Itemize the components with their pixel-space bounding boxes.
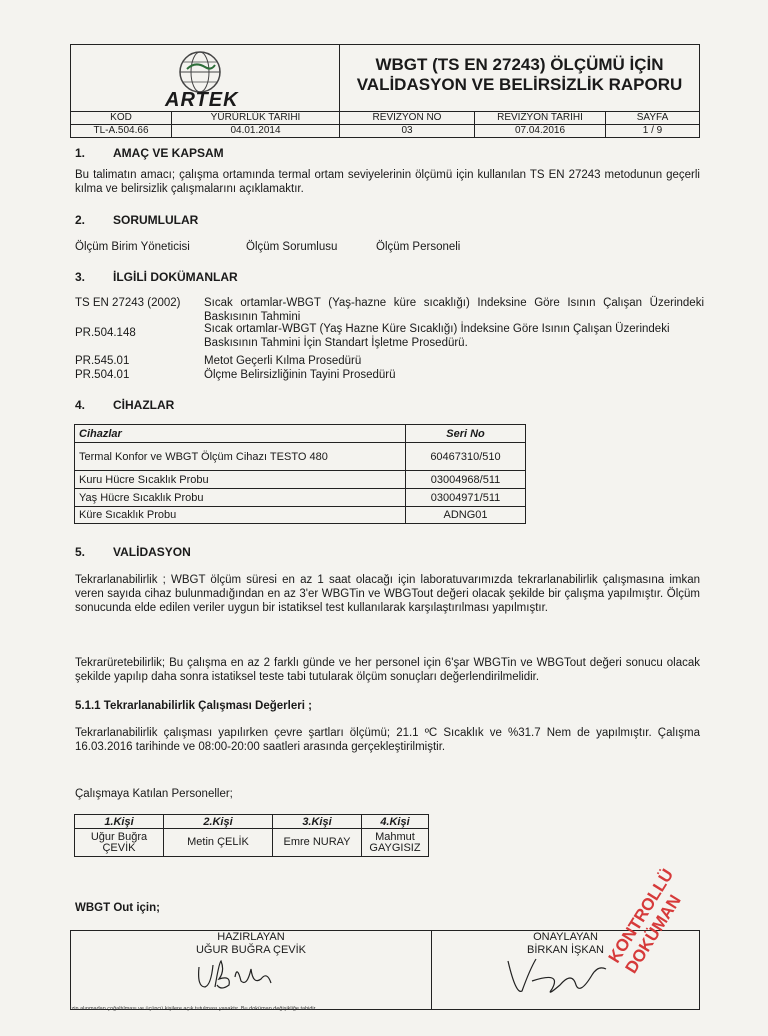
person-name: Mahmut GAYGISIZ bbox=[362, 829, 429, 857]
section-title: CİHAZLAR bbox=[113, 398, 175, 412]
value-sayfa: 1 / 9 bbox=[642, 125, 663, 136]
doc-desc: Sıcak ortamlar-WBGT (Yaş Hazne Küre Sıcaklığı) İndeksine Göre Isının Çalışan Üzerindeki Baskısının Tahmini İçin Standart İşletme Prosedürü. bbox=[204, 323, 670, 349]
footer-note: İzin alınmadan çoğaltılması ve üçüncü kişilere açık tutulması yasaktır. Bu doküman değişikliğe tabidir. bbox=[70, 1006, 317, 1012]
col-header-equipment: Cihazlar bbox=[75, 425, 406, 443]
logo-area bbox=[71, 45, 340, 111]
section-title: İLGİLİ DOKÜMANLAR bbox=[113, 270, 238, 284]
section-title: VALİDASYON bbox=[113, 545, 191, 559]
personnel-table bbox=[74, 814, 429, 857]
equipment-name: Termal Konfor ve WBGT Ölçüm Cihazı TESTO 480 bbox=[75, 443, 406, 471]
section-number: 3. bbox=[75, 270, 86, 284]
label-sayfa: SAYFA bbox=[636, 112, 669, 123]
personnel-name-row bbox=[75, 829, 429, 857]
doc-code: PR.545.01 bbox=[75, 355, 130, 367]
person-header: 4.Kişi bbox=[362, 815, 429, 829]
person-name: Uğur Buğra ÇEVİK bbox=[75, 829, 164, 857]
personnel-header-row bbox=[75, 815, 429, 829]
header-label-row bbox=[71, 111, 699, 124]
table-row bbox=[75, 471, 526, 489]
title-line-1: WBGT (TS EN 27243) ÖLÇÜMÜ İÇİN bbox=[375, 55, 664, 74]
label-revizyon-no: REVİZYON NO bbox=[340, 112, 475, 124]
equipment-serial: 60467310/510 bbox=[406, 443, 526, 471]
doc-code: PR.504.01 bbox=[75, 369, 130, 381]
equipment-serial: 03004971/511 bbox=[406, 489, 526, 507]
prepared-label: HAZIRLAYAN bbox=[217, 931, 285, 943]
equipment-name: Yaş Hücre Sıcaklık Probu bbox=[75, 489, 406, 507]
controlled-document-stamp: KONTROLLÜ DOKÜMAN bbox=[604, 865, 685, 977]
section-title: SORUMLULAR bbox=[113, 213, 199, 227]
personnel-label: Çalışmaya Katılan Personeller; bbox=[75, 788, 233, 800]
person-header: 2.Kişi bbox=[164, 815, 273, 829]
person-header: 3.Kişi bbox=[273, 815, 362, 829]
equipment-name: Kuru Hücre Sıcaklık Probu bbox=[75, 471, 406, 489]
role-3: Ölçüm Personeli bbox=[376, 241, 461, 253]
person-name: Metin ÇELİK bbox=[164, 829, 273, 857]
col-header-serial: Seri No bbox=[406, 425, 526, 443]
doc-code: TS EN 27243 (2002) bbox=[75, 297, 181, 309]
approved-label: ONAYLAYAN bbox=[533, 931, 598, 943]
person-name: Emre NURAY bbox=[273, 829, 362, 857]
validation-paragraph-3: Tekrarlanabilirlik çalışması yapılırken çevre şartları ölçümü; 21.1 ºC Sıcaklık ve %31.7 Nem de yapılmıştır. Çalışma 16.03.2016 tarihinde ve 08:00-20:00 saatleri arasında gerçekleştirilmiştir. bbox=[75, 727, 700, 753]
table-row bbox=[75, 489, 526, 507]
validation-paragraph-2: Tekrarüretebilirlik; Bu çalışma en az 2 farklı günde ve her personel için 6'şar WBGTin ve WBGTout değeri sonucu olacak şekilde yapılıp daha sonra istatiksel teste tabi tutularak ölçüm sonuçları değerlendirilmelidir. bbox=[75, 657, 700, 683]
value-revizyon-tarihi: 07.04.2016 bbox=[475, 125, 606, 137]
prepared-signature bbox=[191, 957, 291, 997]
header-value-row bbox=[71, 124, 699, 137]
equipment-serial: ADNG01 bbox=[406, 507, 526, 524]
title-line-2: VALİDASYON VE BELİRSİZLİK RAPORU bbox=[356, 75, 683, 94]
section-number: 1. bbox=[75, 146, 86, 160]
equipment-serial: 03004968/511 bbox=[406, 471, 526, 489]
role-1: Ölçüm Birim Yöneticisi bbox=[75, 241, 190, 253]
doc-desc: Sıcak ortamlar-WBGT (Yaş-hazne küre sıcaklığı) Indeksine Göre Isının Çalışan Üzerindeki Baskısının Tahmini bbox=[204, 297, 704, 323]
doc-desc: Ölçme Belirsizliğinin Tayini Prosedürü bbox=[204, 369, 396, 381]
wbgt-out-label: WBGT Out için; bbox=[75, 902, 160, 914]
value-revizyon-no: 03 bbox=[340, 125, 475, 137]
doc-code: PR.504.148 bbox=[75, 327, 136, 339]
section-number: 2. bbox=[75, 213, 86, 227]
label-kod: KOD bbox=[71, 112, 172, 124]
document-header bbox=[70, 44, 700, 138]
section-1-body: Bu talimatın amacı; çalışma ortamında termal ortam seviyelerinin ölçümü için kullanılan TS EN 27243 metodunun geçerli kılma ve belirsizlik çalışmalarını açıklamaktır. bbox=[75, 169, 700, 195]
table-row bbox=[75, 443, 526, 471]
label-revizyon-tarihi: REVİZYON TARİHİ bbox=[475, 112, 606, 124]
label-yururluk: YÜRÜRLÜK TARİHİ bbox=[172, 112, 340, 124]
doc-desc: Metot Geçerli Kılma Prosedürü bbox=[204, 355, 362, 367]
validation-paragraph-1: Tekrarlanabilirlik ; WBGT ölçüm süresi en az 1 saat olacağı için laboratuvarımızda tekrarlanabilirlik çalışmasına imkan veren sayıda cihaz bulunmadığından en az 3'er WBGTin ve WBGTout değeri olacak şekilde bir çalışma yapılmıştır. Ölçüm sonucunda elde edilen veriler uygun bir istatiksel test kullanılarak karşılaştırılması yapılmıştır. bbox=[75, 574, 700, 614]
value-kod: TL-A.504.66 bbox=[71, 125, 172, 137]
approved-name: BİRKAN İŞKAN bbox=[526, 944, 605, 956]
value-yururluk: 04.01.2014 bbox=[172, 125, 340, 137]
approved-signature bbox=[502, 951, 612, 1001]
section-number: 5. bbox=[75, 545, 86, 559]
signature-box bbox=[70, 930, 700, 1010]
document-title bbox=[340, 45, 699, 111]
section-title: AMAÇ VE KAPSAM bbox=[113, 146, 224, 160]
equipment-name: Küre Sıcaklık Probu bbox=[75, 507, 406, 524]
logo-text: ARTEK bbox=[165, 89, 239, 111]
section-number: 4. bbox=[75, 398, 86, 412]
equipment-table bbox=[74, 424, 526, 524]
person-header: 1.Kişi bbox=[75, 815, 164, 829]
subsection-title: 5.1.1 Tekrarlanabilirlik Çalışması Değerleri ; bbox=[75, 700, 312, 712]
role-2: Ölçüm Sorumlusu bbox=[246, 241, 338, 253]
prepared-name: UĞUR BUĞRA ÇEVİK bbox=[195, 944, 307, 956]
table-row bbox=[75, 507, 526, 524]
prepared-section bbox=[71, 931, 432, 1009]
